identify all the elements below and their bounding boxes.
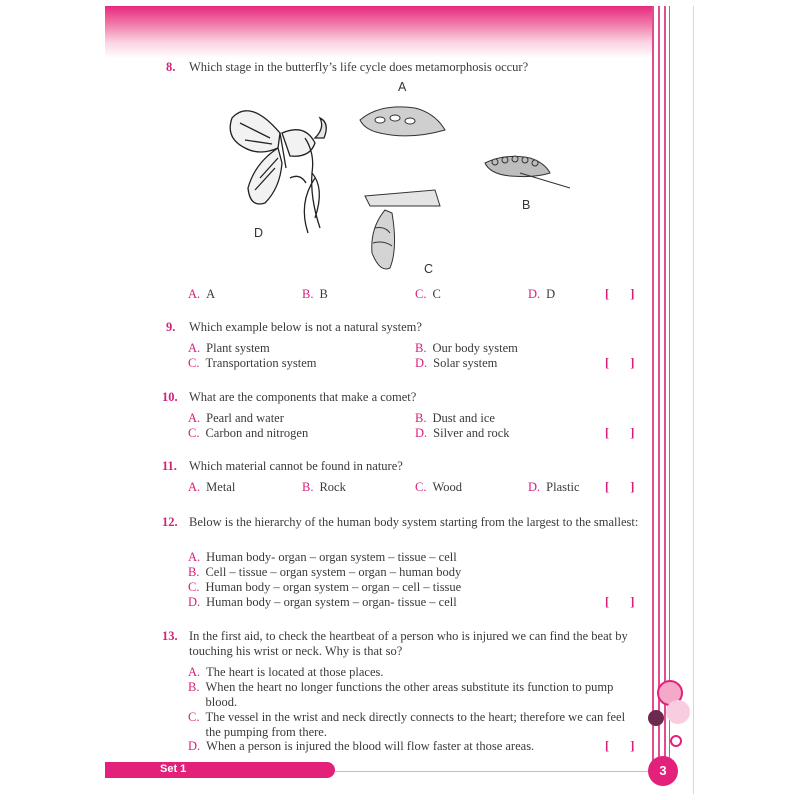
option-text: The heart is located at those places.	[206, 665, 384, 679]
question-text: Which material cannot be found in nature?	[189, 459, 403, 473]
option-letter: C.	[188, 710, 200, 724]
option-d[interactable]	[415, 356, 497, 371]
option-letter: B.	[188, 565, 200, 579]
option-text: C	[432, 287, 441, 301]
footer-divider	[335, 771, 655, 772]
option-text: The vessel in the wrist and neck directly connects to the heart; therefore we can feel the pumping from there.	[205, 710, 626, 739]
option-letter: B.	[302, 287, 314, 301]
option-text: Dust and ice	[432, 411, 495, 425]
option-text: Our body system	[432, 341, 518, 355]
option-text: Cell – tissue – organ system – organ – human body	[205, 565, 462, 579]
option-c[interactable]	[188, 356, 316, 371]
option-letter: A.	[188, 287, 201, 301]
option-text: Metal	[206, 480, 236, 494]
answer-box[interactable]: [ ]	[605, 426, 635, 440]
option-text: Carbon and nitrogen	[205, 426, 309, 440]
option-letter: C.	[415, 287, 427, 301]
question-number: 12.	[162, 515, 178, 529]
option-text: When the heart no longer functions the other areas substitute its function to pump blood.	[205, 680, 614, 709]
question-number: 10.	[162, 390, 178, 404]
option-text: Transportation system	[205, 356, 317, 370]
decorative-bubble	[648, 710, 664, 726]
question-text: What are the components that make a comet?	[189, 390, 417, 404]
image-label-b: B	[522, 198, 531, 212]
option-a[interactable]	[188, 411, 284, 426]
question-text: Which example below is not a natural system?	[189, 320, 422, 334]
option-a[interactable]	[188, 287, 215, 302]
option-text: Plastic	[546, 480, 580, 494]
option-letter: A.	[188, 341, 201, 355]
question-text: Below is the hierarchy of the human body system starting from the largest to the smallest:	[189, 515, 639, 529]
question-text: Which stage in the butterfly’s life cycle does metamorphosis occur?	[189, 60, 529, 74]
option-letter: A.	[188, 665, 201, 679]
option-d[interactable]	[188, 595, 457, 610]
image-label-c: C	[424, 262, 434, 276]
image-label-d: D	[254, 226, 264, 240]
option-text: A	[206, 287, 216, 301]
leaf-eggs-icon	[360, 107, 445, 136]
answer-box[interactable]: [ ]	[605, 356, 635, 370]
option-b[interactable]	[188, 565, 461, 580]
option-text: Wood	[432, 480, 463, 494]
option-b[interactable]	[415, 411, 495, 426]
option-b[interactable]	[415, 341, 518, 356]
butterfly-lifecycle-illustration	[220, 78, 600, 278]
option-letter: A.	[188, 480, 201, 494]
option-letter: C.	[188, 426, 200, 440]
option-letter: C.	[188, 356, 200, 370]
option-a[interactable]	[188, 480, 235, 495]
page-number: 3	[648, 756, 678, 786]
option-letter: D.	[188, 739, 201, 753]
option-text: Silver and rock	[433, 426, 510, 440]
option-c[interactable]	[188, 710, 643, 740]
answer-box[interactable]: [ ]	[605, 595, 635, 609]
decorative-bubble	[666, 700, 690, 724]
option-letter: C.	[415, 480, 427, 494]
option-letter: A.	[188, 411, 201, 425]
option-d[interactable]	[188, 739, 534, 754]
option-letter: B.	[415, 411, 427, 425]
option-c[interactable]	[188, 426, 308, 441]
question-number: 11.	[162, 459, 177, 473]
decorative-bubble	[670, 735, 682, 747]
question-number: 8.	[166, 60, 176, 74]
option-letter: C.	[188, 580, 200, 594]
option-b[interactable]	[302, 480, 346, 495]
option-a[interactable]	[188, 665, 384, 680]
butterfly-icon	[230, 111, 326, 233]
option-text: D	[546, 287, 556, 301]
option-a[interactable]	[188, 341, 270, 356]
side-decorative-lines	[652, 6, 672, 761]
option-text: Solar system	[433, 356, 498, 370]
option-d[interactable]	[528, 480, 580, 495]
answer-box[interactable]: [ ]	[605, 739, 635, 753]
set-label: Set 1	[160, 763, 187, 775]
option-a[interactable]	[188, 550, 457, 565]
question-text: In the first aid, to check the heartbeat of a person who is injured we can find the beat by touching his wrist or neck. Why is that so?	[189, 629, 628, 658]
option-c[interactable]	[415, 480, 462, 495]
option-c[interactable]	[188, 580, 461, 595]
option-d[interactable]	[415, 426, 510, 441]
option-d[interactable]	[528, 287, 555, 302]
option-text: Human body – organ system – organ – cell – tissue	[205, 580, 462, 594]
footer-bar	[105, 762, 335, 778]
option-c[interactable]	[415, 287, 441, 302]
answer-box[interactable]: [ ]	[605, 287, 635, 301]
option-letter: A.	[188, 550, 201, 564]
option-letter: B.	[302, 480, 314, 494]
answer-box[interactable]: [ ]	[605, 480, 635, 494]
header-gradient-band	[105, 6, 653, 58]
option-text: Human body – organ system – organ- tissue – cell	[206, 595, 457, 609]
chrysalis-icon	[365, 190, 440, 269]
option-letter: B.	[415, 341, 427, 355]
option-b[interactable]	[302, 287, 328, 302]
option-text: Rock	[319, 480, 346, 494]
option-text: Human body- organ – organ system – tissue – cell	[206, 550, 457, 564]
question-number: 9.	[166, 320, 176, 334]
caterpillar-icon	[485, 156, 570, 188]
option-text: When a person is injured the blood will flow faster at those areas.	[206, 739, 535, 753]
option-letter: D.	[528, 287, 541, 301]
option-letter: D.	[415, 426, 428, 440]
option-b[interactable]	[188, 680, 643, 710]
option-letter: D.	[188, 595, 201, 609]
option-letter: D.	[415, 356, 428, 370]
option-text: Plant system	[206, 341, 270, 355]
option-letter: B.	[188, 680, 200, 694]
option-text: B	[319, 287, 328, 301]
question-number: 13.	[162, 629, 178, 643]
image-label-a: A	[398, 80, 407, 94]
option-text: Pearl and water	[206, 411, 284, 425]
option-letter: D.	[528, 480, 541, 494]
